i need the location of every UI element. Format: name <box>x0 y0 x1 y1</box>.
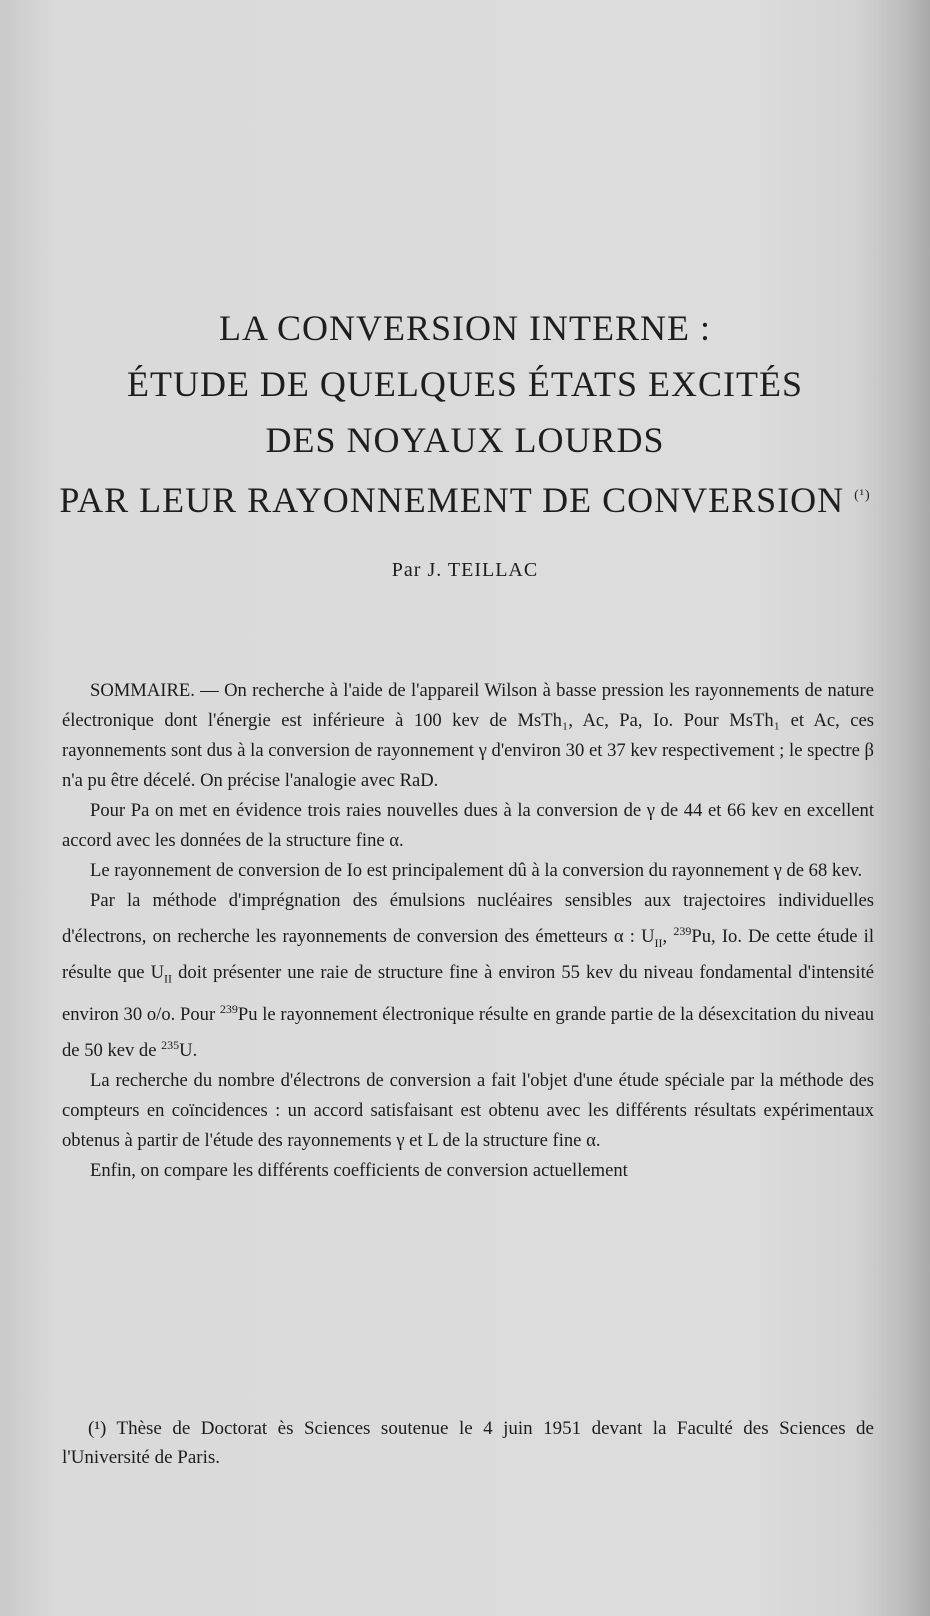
abstract-paragraph-5: La recherche du nombre d'électrons de conversion a fait l'objet d'une étude spéciale par la méthode des compteurs en coïncidences : un accord satisfaisant est obtenu avec les différents résultats expérimentaux obtenus à partir de l'étude des rayonnements γ et L de la structure fine α. <box>62 1070 874 1151</box>
abstract <box>62 676 874 1186</box>
author-line: Par J. TEILLAC <box>391 559 539 581</box>
p4-sup-1: 239 <box>673 924 692 938</box>
p4-text-5: Pu le rayonnement électronique résulte en grande partie de la désexcitation du niveau de 50 kev de <box>62 1003 874 1061</box>
title-line-1: LA CONVERSION INTERNE : <box>219 308 711 348</box>
p4-text-3: Pu, Io. De cette étude il résulte que U <box>62 926 874 983</box>
abstract-paragraph-4 <box>62 886 874 1066</box>
p4-sup-2: 239 <box>219 1001 238 1016</box>
p4-sup-3: 235 <box>161 1037 180 1052</box>
title-line-2: ÉTUDE DE QUELQUES ÉTATS EXCITÉS <box>126 364 804 404</box>
p4-text-4: doit présenter une raie de structure fine à environ 55 kev du niveau fondamental d'intensité environ 30 o/o. Pour <box>62 961 874 1025</box>
title-line-4 <box>40 468 890 528</box>
p4-sub-2: II <box>164 971 173 986</box>
article-title <box>40 300 890 528</box>
title-line-4-text: PAR LEUR RAYONNEMENT DE CONVERSION <box>59 480 845 520</box>
p4-text-2: , <box>662 926 674 948</box>
p4-text-1: Par la méthode d'imprégnation des émulsions nucléaires sensibles aux trajectoires individuelles d'électrons, on recherche les rayonnements de conversion des émetteurs α : U <box>62 890 874 948</box>
abstract-paragraph-1: SOMMAIRE. — On recherche à l'aide de l'appareil Wilson à basse pression les rayonnements de nature électronique dont l'énergie est inférieure à 100 kev de MsTh₁, Ac, Pa, Io. Pour MsTh₁ et Ac, ces rayonnements sont dus à la conversion de rayonnement γ d'environ 30 et 37 kev respectivement ; le spectre β n'a pu être décelé. On précise l'analogie avec RaD. <box>62 680 874 791</box>
title-line-3: DES NOYAUX LOURDS <box>265 420 665 460</box>
footnote-mark: (¹) <box>854 488 871 503</box>
footnote: (¹) Thèse de Doctorat ès Sciences soutenue le 4 juin 1951 devant la Faculté des Sciences de l'Université de Paris. <box>62 1418 874 1468</box>
abstract-paragraph-6: Enfin, on compare les différents coefficients de conversion actuellement <box>90 1160 628 1181</box>
abstract-paragraph-3: Le rayonnement de conversion de Io est principalement dû à la conversion du rayonnement γ de 68 kev. <box>90 860 863 881</box>
abstract-paragraph-2: Pour Pa on met en évidence trois raies nouvelles dues à la conversion de γ de 44 et 66 kev en excellent accord avec les données de la structure fine α. <box>62 800 874 851</box>
p4-sub-1: II <box>654 935 663 950</box>
p4-text-6: U. <box>179 1040 198 1061</box>
